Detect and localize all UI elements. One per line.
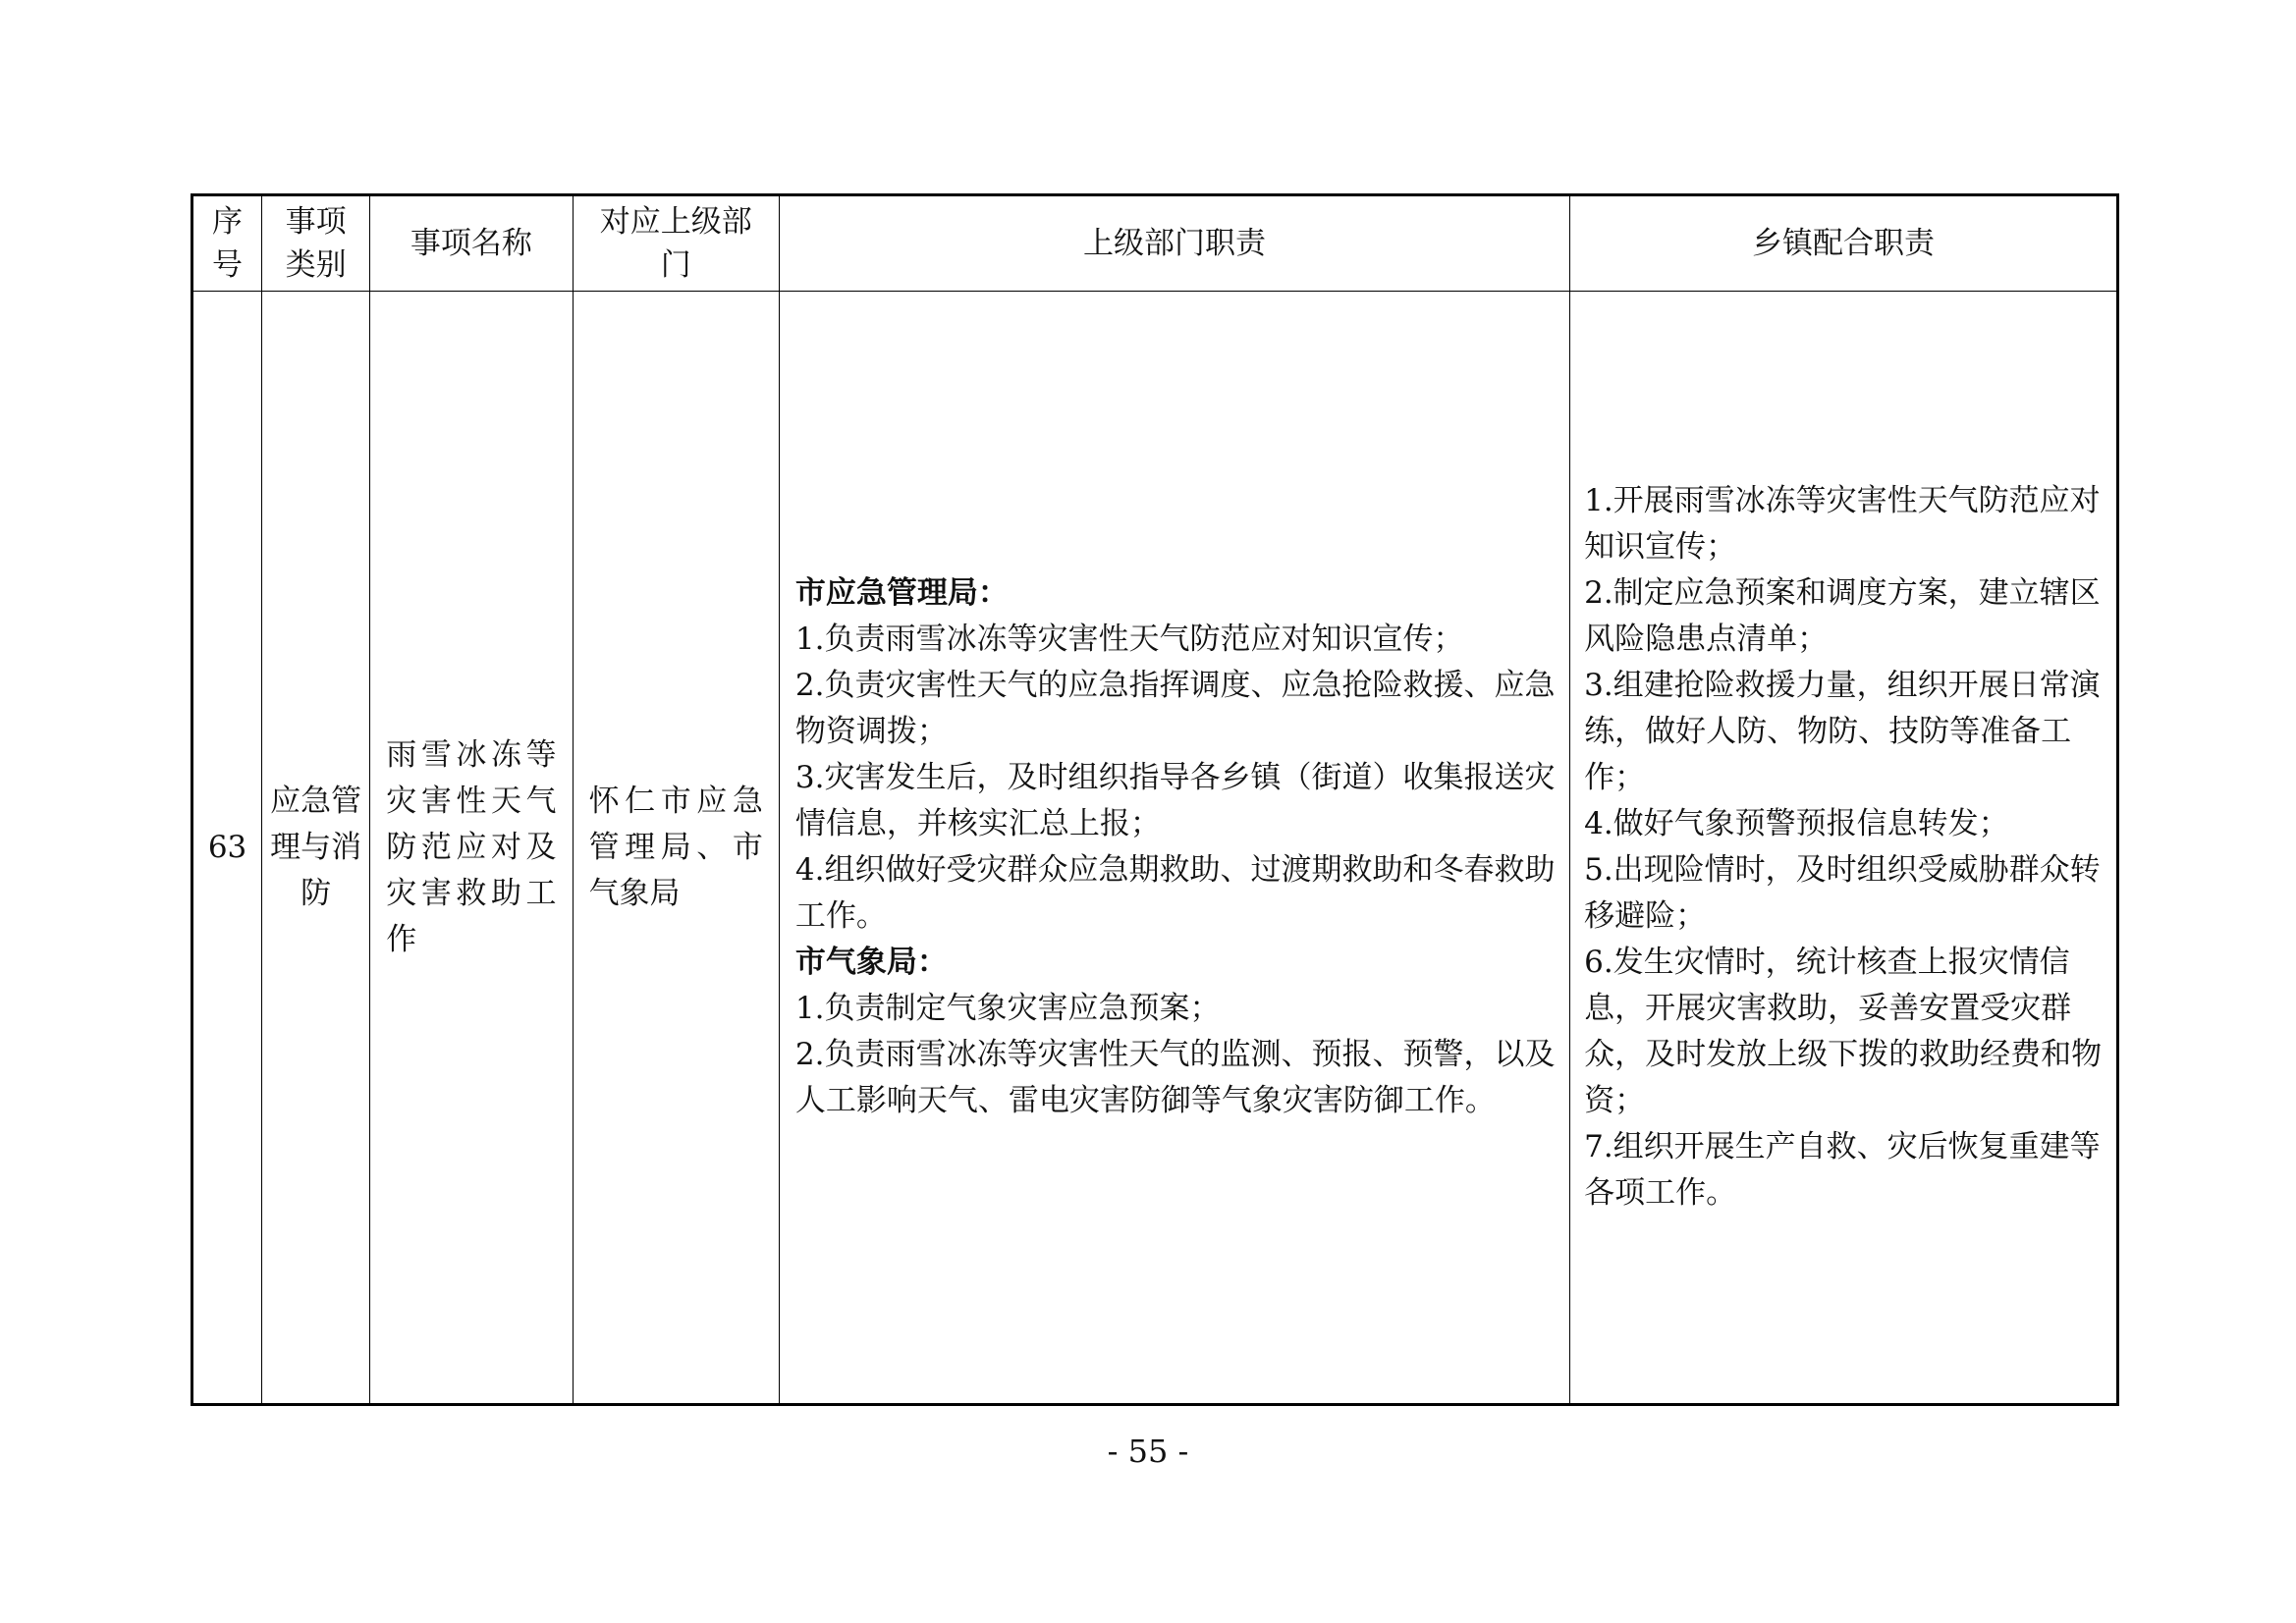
upper-duty-item: 1.负责雨雪冰冻等灾害性天气防范应对知识宣传； <box>794 622 1464 657</box>
header-upper-duties: 上级部门职责 <box>779 195 1569 292</box>
table-header <box>192 195 2118 292</box>
unit-title-emergency: 市应急管理局： <box>794 575 1009 611</box>
row-category: 应急管理与消防 <box>262 292 370 1405</box>
header-town-duties: 乡镇配合职责 <box>1570 195 2118 292</box>
header-category: 事项类别 <box>262 195 370 292</box>
town-duty-item: 4.做好气象预警预报信息转发； <box>1584 806 2009 841</box>
row-upper-dept: 怀仁市应急管理局、市气象局 <box>573 292 779 1405</box>
town-duty-item: 5.出现险情时，及时组织受威胁群众转移避险； <box>1584 852 2101 934</box>
town-duty-item: 6.发生灾情时，统计核查上报灾情信息，开展灾害救助，妥善安置受灾群众，及时发放上级下拨的救助经费和物资； <box>1584 945 2103 1118</box>
row-number: 63 <box>192 292 262 1405</box>
header-no: 序号 <box>192 195 262 292</box>
town-duty-item: 3.组建抢险救援力量，组织开展日常演练，做好人防、物防、技防等准备工作； <box>1584 668 2101 795</box>
town-duty-item: 7.组织开展生产自救、灾后恢复重建等各项工作。 <box>1584 1129 2101 1211</box>
header-row <box>192 195 2118 292</box>
duty-table <box>191 193 2119 1406</box>
upper-duty-item: 2.负责灾害性天气的应急指挥调度、应急抢险救援、应急物资调拨； <box>794 668 1556 749</box>
page-number: - 55 - <box>1107 1433 1189 1470</box>
upper-duty-item: 1.负责制定气象灾害应急预案； <box>794 991 1221 1026</box>
table-row <box>192 292 2118 1405</box>
row-upper-duties <box>779 292 1569 1405</box>
row-item-name: 雨雪冰冻等灾害性天气防范应对及灾害救助工作 <box>370 292 573 1405</box>
upper-duty-item: 2.负责雨雪冰冻等灾害性天气的监测、预报、预警，以及人工影响天气、雷电灾害防御等气象灾害防御工作。 <box>794 1037 1556 1118</box>
header-dept: 对应上级部门 <box>573 195 779 292</box>
town-duty-item: 2.制定应急预案和调度方案，建立辖区风险隐患点清单； <box>1584 575 2101 657</box>
town-duty-item: 1.开展雨雪冰冻等灾害性天气防范应对知识宣传； <box>1584 483 2101 565</box>
row-town-duties <box>1570 292 2118 1405</box>
upper-duty-item: 4.组织做好受灾群众应急期救助、过渡期救助和冬春救助工作。 <box>794 852 1556 934</box>
upper-duty-item: 3.灾害发生后，及时组织指导各乡镇（街道）收集报送灾情信息，并核实汇总上报； <box>794 760 1556 841</box>
header-name: 事项名称 <box>370 195 573 292</box>
unit-title-weather: 市气象局： <box>794 945 948 980</box>
